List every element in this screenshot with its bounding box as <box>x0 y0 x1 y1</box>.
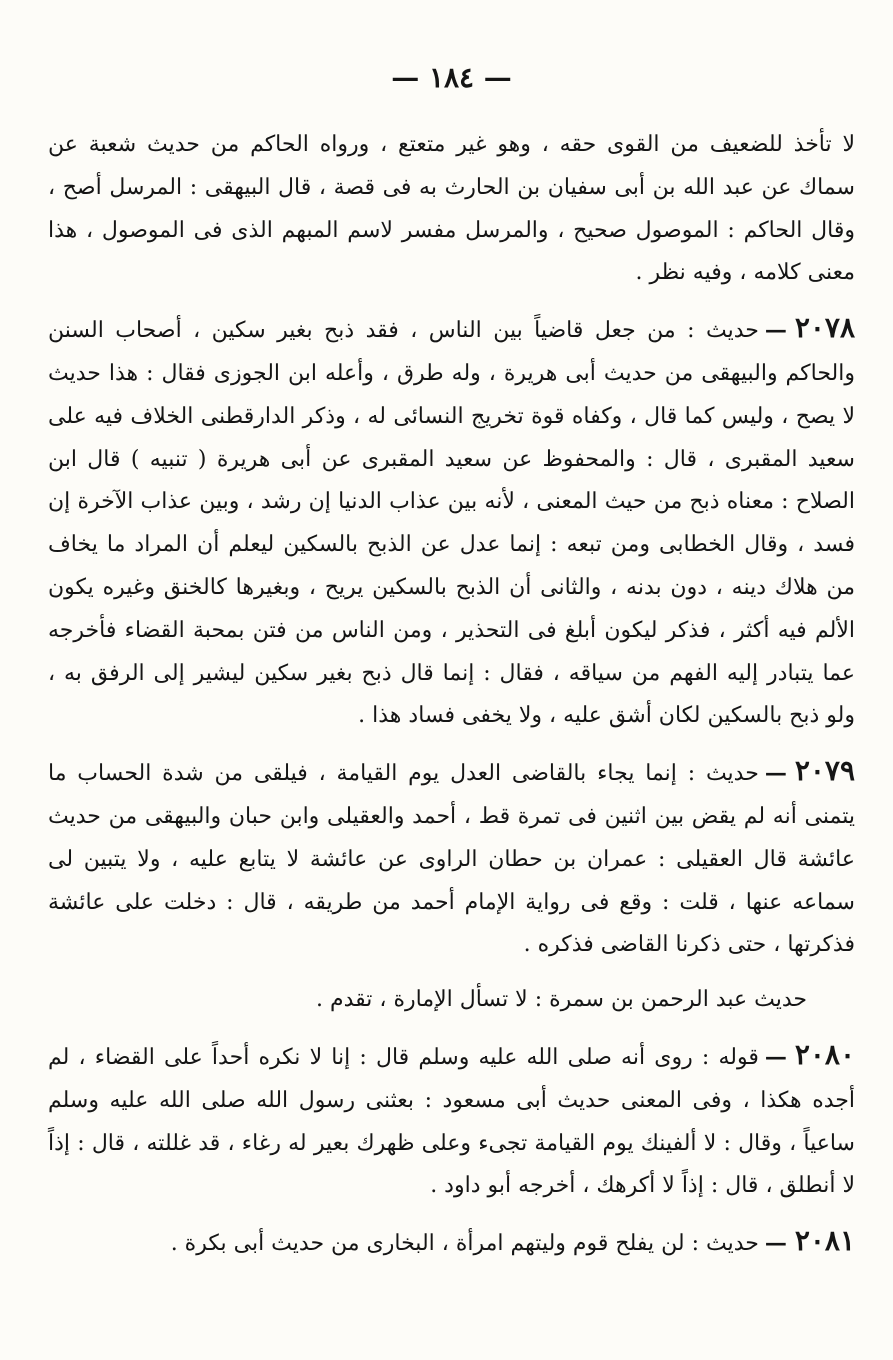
dash-separator: — <box>764 1043 787 1070</box>
dash-separator: — <box>764 760 787 787</box>
paragraph-text: لا تأخذ للضعيف من القوى حقه ، وهو غير متعتع ، ورواه الحاكم من حديث شعبة عن سماك عن عبد الله بن أبى سفيان بن الحارث به فى قصة ، قال البيهقى : المرسل أصح ، وقال الحاكم : الموصول صحيح ، والمرسل مفسر لاسم المبهم الذى فى الموصول ، هذا معنى كلامه ، وفيه نظر . <box>48 132 855 286</box>
paragraph-text: حديث عبد الرحمن بن سمرة : لا تسأل الإمارة ، تقدم . <box>315 987 807 1013</box>
paragraph-continuation <box>48 124 855 295</box>
note-paragraph <box>48 979 855 1022</box>
paragraph-text: قوله : روى أنه صلى الله عليه وسلم قال : إنا لا نكره أحداً على القضاء ، لم أجده هكذا ، وفى المعنى حديث أبى مسعود : بعثنى رسول الله صلى الله عليه وسلم ساعياً ، وقال : لا ألفينك يوم القيامة تجىء وعلى ظهرك بعير له رغاء ، قد غللته ، قال : إذاً لا أنطلق ، قال : إذاً لا أكرهك ، أخرجه أبو داود . <box>48 1044 855 1199</box>
dash-separator: — <box>764 1230 787 1257</box>
hadith-entry-2081 <box>48 1220 855 1266</box>
paragraph-text: حديث : إنما يجاء بالقاضى العدل يوم القيامة ، فيلقى من شدة الحساب ما يتمنى أنه لم يقض بين اثنين فى تمرة قط ، أحمد والعقيلى وابن حبان والبيهقى من حديث عائشة قال العقيلى : عمران بن حطان الراوى عن عائشة لا يتابع عليه ، ولا يتبين لى سماعه عنها ، قلت : وقع فى رواية الإمام أحمد من طريقه ، قال : دخلت على عائشة فذكرتها ، حتى ذكرنا القاضى فذكره . <box>48 761 855 958</box>
hadith-number: ٢٠٨٠ <box>794 1037 855 1071</box>
hadith-entry-2080 <box>48 1034 855 1208</box>
dash-separator: — <box>764 317 787 344</box>
page-number: — ١٨٤ — <box>391 61 512 94</box>
paragraph-text: حديث : من جعل قاضياً بين الناس ، فقد ذبح بغير سكين ، أصحاب السنن والحاكم والبيهقى من حديث أبى هريرة ، وله طرق ، وأعله ابن الجوزى فقال : هذا حديث لا يصح ، وليس كما قال ، وكفاه قوة تخريج النسائى له ، وذكر الدارقطنى الخلاف فيه على سعيد المقبرى ، قال : والمحفوظ عن سعيد المقبرى عن أبى هريرة ( تنبيه ) قال ابن الصلاح : معناه ذبح من حيث المعنى ، لأنه بين عذاب الدنيا إن رشد ، وبين عذاب الآخرة إن فسد ، وقال الخطابى ومن تبعه : إنما عدل عن الذبح بالسكين ليعلم أن المراد ما يخاف من هلاك دينه ، دون بدنه ، والثانى أن الذبح بالسكين يريح ، وبغيرها كالخنق وغيره يكون الألم فيه أكثر ، فذكر ليكون أبلغ فى التحذير ، ومن الناس من فتن بمحبة القضاء فأخرجه عما يتبادر إليه الفهم من سياقه ، فقال : إنما قال ذبح بغير سكين ليشير إلى الرفق به ، ولو ذبح بالسكين لكان أشق عليه ، ولا يخفى فساد هذا . <box>48 318 855 729</box>
hadith-number: ٢٠٧٩ <box>794 754 855 788</box>
hadith-number: ٢٠٨١ <box>794 1224 855 1258</box>
hadith-entry-2078 <box>48 307 855 738</box>
text-block <box>48 124 855 1266</box>
paragraph-text: حديث : لن يفلح قوم وليتهم امرأة ، البخارى من حديث أبى بكرة . <box>170 1231 759 1257</box>
hadith-number: ٢٠٧٨ <box>794 311 855 345</box>
hadith-entry-2079 <box>48 750 855 967</box>
